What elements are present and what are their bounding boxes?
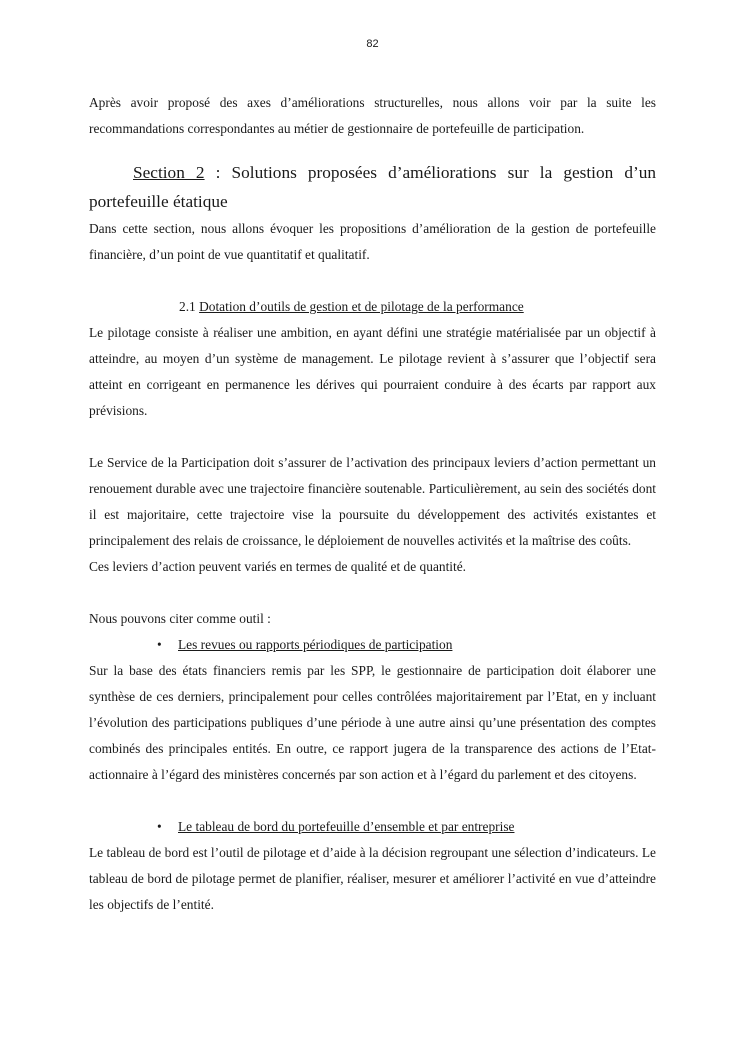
pilotage-paragraph: Le pilotage consiste à réaliser une ambition, en ayant défini une stratégie matérialisée par un objectif à atteindre, au moyen d’un système de management. Le pilotage revient à s’assurer que l’objectif sera atteint en corrigeant en permanence les dérives qui pourraient conduire à des écarts par rapport aux prévisions.	[89, 325, 656, 418]
bullet-title-revues: Les revues ou rapports périodiques de participation	[178, 637, 453, 652]
section-heading	[89, 158, 656, 216]
document-body	[89, 90, 656, 918]
subsection-heading	[89, 294, 656, 320]
section-title: Solutions proposées d’améliorations sur la gestion d’un portefeuille étatique	[89, 163, 657, 211]
bullet-icon: •	[157, 819, 162, 834]
service-participation-paragraph: Le Service de la Participation doit s’assurer de l’activation des principaux leviers d’action permettant un renouement durable avec une trajectoire financière soutenable. Particulièrement, au sein des sociétés dont il est majoritaire, cette trajectoire vise la poursuite du développement des activités existantes et principalement des relais de croissance, le déploiement de nouvelles activités et la maîtrise des coûts.	[89, 455, 656, 548]
bullet-item-revues	[89, 632, 656, 658]
spacer	[89, 788, 656, 814]
revues-paragraph: Sur la base des états financiers remis par les SPP, le gestionnaire de participation doit élaborer une synthèse de ces derniers, principalement pour celles contrôlées majoritairement par l’Etat, en y incluant l’évolution des participations publiques d’une période à une autre ainsi qu’une présentation des comptes combinés des principales entités. En outre, ce rapport jugera de la transparence des actions de l’Etat-actionnaire à l’égard des ministères concernés par son action et à l’égard du parlement et des citoyens.	[89, 663, 656, 782]
section-intro-paragraph: Dans cette section, nous allons évoquer les propositions d’amélioration de la gestion de portefeuille financière, d’un point de vue quantitatif et qualitatif.	[89, 221, 656, 262]
subsection-number: 2.1	[179, 299, 200, 314]
section-separator: :	[204, 163, 232, 182]
bullet-title-tableau-de-bord: Le tableau de bord du portefeuille d’ensemble et par entreprise	[178, 819, 515, 834]
bullet-icon: •	[157, 637, 162, 652]
spacer	[89, 424, 656, 450]
leviers-paragraph: Ces leviers d’action peuvent variés en termes de qualité et de quantité.	[89, 559, 467, 574]
intro-paragraph: Après avoir proposé des axes d’améliorations structurelles, nous allons voir par la suite les recommandations correspondantes au métier de gestionnaire de portefeuille de participation.	[89, 95, 656, 136]
section-label: Section 2	[133, 163, 205, 182]
spacer	[89, 580, 656, 606]
tools-intro: Nous pouvons citer comme outil :	[89, 611, 271, 626]
page-number: 82	[366, 38, 379, 50]
bullet-item-tableau-de-bord	[89, 814, 656, 840]
tableau-de-bord-paragraph: Le tableau de bord est l’outil de pilotage et d’aide à la décision regroupant une sélection d’indicateurs. Le tableau de bord de pilotage permet de planifier, réaliser, mesurer et améliorer l’activité en vue d’atteindre les objectifs de l’entité.	[89, 845, 656, 912]
subsection-title: Dotation d’outils de gestion et de pilotage de la performance	[199, 299, 524, 314]
